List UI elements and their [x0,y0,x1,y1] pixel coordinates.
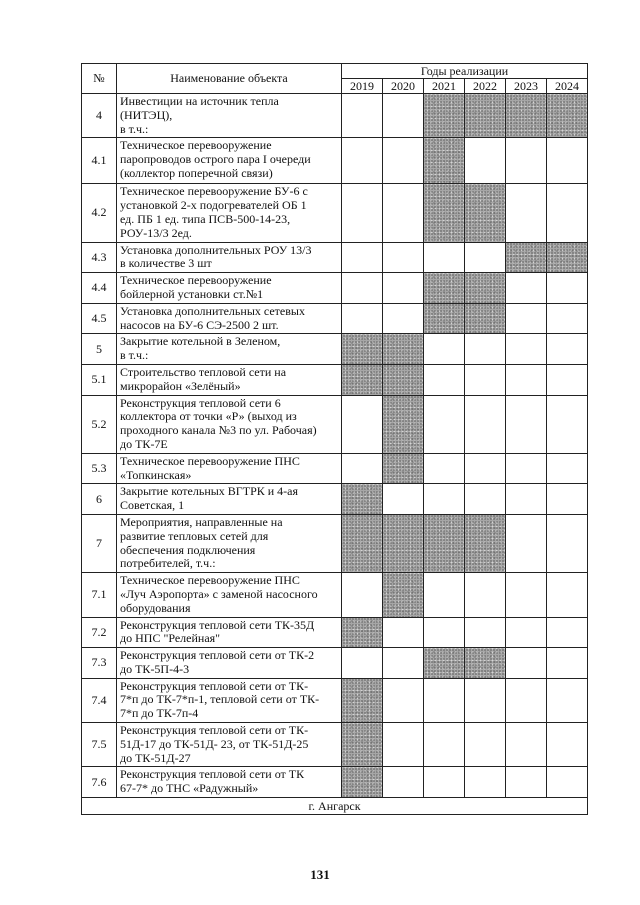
year-cell [547,648,588,679]
year-cell-active [342,484,383,515]
row-object-name [117,273,342,304]
year-cell-active [383,364,424,395]
year-cell [547,453,588,484]
year-cell [424,395,465,453]
year-cell [383,242,424,273]
year-cell [547,273,588,304]
row-number: 4.5 [82,303,117,334]
year-cell [547,334,588,365]
year-cell [547,484,588,515]
header-year: 2023 [506,79,547,94]
object-name-line: «Луч Аэропорта» с заменой насосного [120,586,318,601]
year-cell-active [465,648,506,679]
table-row [82,678,588,722]
object-name-line: Закрытие котельной в Зеленом, [120,334,281,349]
year-cell [424,242,465,273]
year-cell [465,617,506,648]
year-cell [424,617,465,648]
year-cell [424,484,465,515]
object-name-line: в т.ч.: [120,121,149,136]
object-name-line: проходного канала №3 по ул. Рабочая) [120,423,317,438]
table-row [82,453,588,484]
object-name-line: оборудования [120,600,191,615]
row-number: 7.2 [82,617,117,648]
year-cell [424,364,465,395]
year-cell [342,648,383,679]
object-name-line: установкой 2-х подогревателей ОБ 1 [120,198,307,213]
table-row [82,514,588,572]
header-year: 2019 [342,79,383,94]
object-name-line: «Топкинская» [120,467,192,482]
year-cell [465,395,506,453]
header-year: 2024 [547,79,588,94]
year-cell [383,723,424,767]
year-cell [506,514,547,572]
year-cell [424,723,465,767]
object-name-line: Строительство тепловой сети на [120,364,287,379]
object-name-line: бойлерной установки ст.№1 [120,286,264,301]
year-cell [547,364,588,395]
row-object-name [117,364,342,395]
year-cell-active [424,648,465,679]
year-cell-active [383,334,424,365]
year-cell [506,573,547,617]
object-name-line: 67-7* до ТНС «Радужный» [120,781,259,796]
year-cell [506,303,547,334]
row-object-name [117,723,342,767]
year-cell [506,334,547,365]
year-cell-active [506,242,547,273]
object-name-line: насосов на БУ-6 СЭ-2500 2 шт. [120,317,279,332]
row-number: 5.3 [82,453,117,484]
year-cell [465,138,506,184]
object-name-line: Техническое перевооружение [120,138,272,153]
year-cell [465,242,506,273]
object-name-line: Техническое перевооружение [120,273,272,288]
object-name-line: в т.ч.: [120,348,149,363]
year-cell [424,767,465,798]
year-cell [547,303,588,334]
year-cell [547,573,588,617]
year-cell [383,303,424,334]
row-object-name [117,138,342,184]
year-cell [547,767,588,798]
row-number: 7.3 [82,648,117,679]
row-number: 4 [82,94,117,138]
row-number: 7 [82,514,117,572]
row-object-name [117,767,342,798]
year-cell [465,364,506,395]
object-name-line: (НИТЭЦ), [120,107,173,122]
object-name-line: Реконструкция тепловой сети от ТК [120,767,305,782]
year-cell [465,484,506,515]
year-cell-active [547,94,588,138]
object-name-line: Техническое перевооружение ПНС [120,453,300,468]
table-row [82,767,588,798]
table-row [82,184,588,242]
year-cell [342,273,383,304]
year-cell-active [342,767,383,798]
year-cell [383,184,424,242]
table-row [82,242,588,273]
table-row [82,617,588,648]
year-cell [342,184,383,242]
object-name-line: Реконструкция тепловой сети 6 [120,395,281,410]
schedule-rows [82,94,588,798]
year-cell-active [383,573,424,617]
year-cell [506,617,547,648]
year-cell [547,395,588,453]
year-cell-active [424,184,465,242]
year-cell [424,334,465,365]
year-cell-active [465,303,506,334]
object-name-line: Реконструкция тепловой сети от ТК- [120,678,309,693]
year-cell-active [424,303,465,334]
year-cell [383,273,424,304]
year-cell [342,242,383,273]
header-year: 2021 [424,79,465,94]
row-object-name [117,617,342,648]
year-cell [342,94,383,138]
year-cell-active [342,514,383,572]
object-name-line: РОУ-13/3 2ед. [120,225,192,240]
year-cell [506,767,547,798]
year-cell [465,678,506,722]
row-object-name [117,573,342,617]
row-number: 4.4 [82,273,117,304]
row-object-name [117,678,342,722]
table-row [82,364,588,395]
year-cell [424,573,465,617]
year-cell [465,453,506,484]
year-cell-active [465,514,506,572]
year-cell [547,723,588,767]
year-cell [465,723,506,767]
year-cell [465,573,506,617]
year-cell-active [424,94,465,138]
object-name-line: до ТК-5П-4-3 [120,661,190,676]
year-cell [383,767,424,798]
object-name-line: 51Д-17 до ТК-51Д- 23, от ТК-51Д-25 [120,736,309,751]
header-number: № [82,64,117,94]
header-years-title: Годы реализации [342,64,588,79]
object-name-line: коллектора от точки «Р» (выход из [120,409,297,424]
year-cell [506,453,547,484]
year-cell-active [465,184,506,242]
year-cell-active [383,395,424,453]
year-cell [424,678,465,722]
table-row [82,94,588,138]
object-name-line: Советская, 1 [120,498,185,513]
object-name-line: 7*п до ТК-7п-4 [120,706,199,721]
object-name-line: (коллектор поперечной связи) [120,165,273,180]
year-cell-active [424,514,465,572]
header-object-name: Наименование объекта [117,64,342,94]
year-cell [506,184,547,242]
object-name-line: до ТК-51Д-27 [120,750,191,765]
row-object-name [117,453,342,484]
year-cell [506,273,547,304]
year-cell-active [383,453,424,484]
row-object-name [117,648,342,679]
table-row [82,648,588,679]
row-number: 5 [82,334,117,365]
year-cell [506,723,547,767]
row-object-name [117,184,342,242]
object-name-line: Реконструкция тепловой сети от ТК-2 [120,648,315,663]
object-name-line: обеспечения подключения [120,542,256,557]
object-name-line: Техническое перевооружение ПНС [120,573,300,588]
object-name-line: Инвестиции на источник тепла [120,94,279,108]
schedule-table [81,63,588,815]
row-number: 6 [82,484,117,515]
year-cell-active [342,617,383,648]
object-name-line: до ТК-7Е [120,436,168,451]
row-number: 7.4 [82,678,117,722]
year-cell [342,573,383,617]
object-name-line: Закрытие котельных ВГТРК и 4-ая [120,484,299,499]
table-row [82,484,588,515]
object-name-line: ед. ПБ 1 ед. типа ПСВ-500-14-23, [120,211,291,226]
table-row [82,273,588,304]
object-name-line: до НПС "Релейная" [120,631,221,646]
row-object-name [117,94,342,138]
row-number: 5.1 [82,364,117,395]
year-cell [383,678,424,722]
year-cell-active [424,138,465,184]
year-cell [465,334,506,365]
year-cell [547,184,588,242]
object-name-line: Реконструкция тепловой сети ТК-35Д [120,617,315,632]
row-object-name [117,484,342,515]
year-cell [506,484,547,515]
object-name-line: Техническое перевооружение БУ-6 с [120,184,308,199]
year-cell [424,453,465,484]
table-row [82,303,588,334]
row-number: 7.6 [82,767,117,798]
row-object-name [117,395,342,453]
row-object-name [117,334,342,365]
table-row [82,395,588,453]
object-name-line: развитие тепловых сетей для [120,528,269,543]
year-cell [506,364,547,395]
row-object-name [117,514,342,572]
row-number: 7.5 [82,723,117,767]
table-row [82,138,588,184]
header-year: 2022 [465,79,506,94]
object-name-line: Установка дополнительных РОУ 13/3 [120,242,312,257]
year-cell [547,678,588,722]
object-name-line: паропроводов острого пара I очереди [120,152,311,167]
year-cell [383,648,424,679]
row-number: 4.2 [82,184,117,242]
row-number: 5.2 [82,395,117,453]
table-row [82,723,588,767]
year-cell-active [547,242,588,273]
year-cell-active [342,334,383,365]
year-cell [383,94,424,138]
year-cell [383,138,424,184]
table-row [82,573,588,617]
object-name-line: в количестве 3 шт [120,256,212,271]
year-cell-active [465,273,506,304]
object-name-line: потребителей, т.ч.: [120,556,216,571]
row-number: 4.3 [82,242,117,273]
year-cell [465,767,506,798]
year-cell [383,484,424,515]
header-year: 2020 [383,79,424,94]
year-cell [547,138,588,184]
object-name-line: 7*п до ТК-7*п-1, тепловой сети от ТК- [120,692,320,707]
year-cell-active [342,723,383,767]
year-cell-active [383,514,424,572]
year-cell-active [506,94,547,138]
row-number: 7.1 [82,573,117,617]
year-cell [547,514,588,572]
page-number: 131 [310,867,330,882]
table-row [82,334,588,365]
year-cell-active [465,94,506,138]
year-cell [342,453,383,484]
year-cell [506,648,547,679]
footer-city: г. Ангарск [82,798,588,815]
year-cell-active [342,364,383,395]
year-cell [342,303,383,334]
object-name-line: микрорайон «Зелёный» [120,378,241,393]
year-cell [383,617,424,648]
row-object-name [117,303,342,334]
year-cell [506,395,547,453]
year-cell [506,138,547,184]
object-name-line: Мероприятия, направленные на [120,514,283,529]
row-number: 4.1 [82,138,117,184]
row-object-name [117,242,342,273]
object-name-line: Реконструкция тепловой сети от ТК- [120,723,309,738]
object-name-line: Установка дополнительных сетевых [120,303,305,318]
year-cell [342,138,383,184]
year-cell-active [424,273,465,304]
year-cell [547,617,588,648]
year-cell [506,678,547,722]
year-cell [342,395,383,453]
year-cell-active [342,678,383,722]
